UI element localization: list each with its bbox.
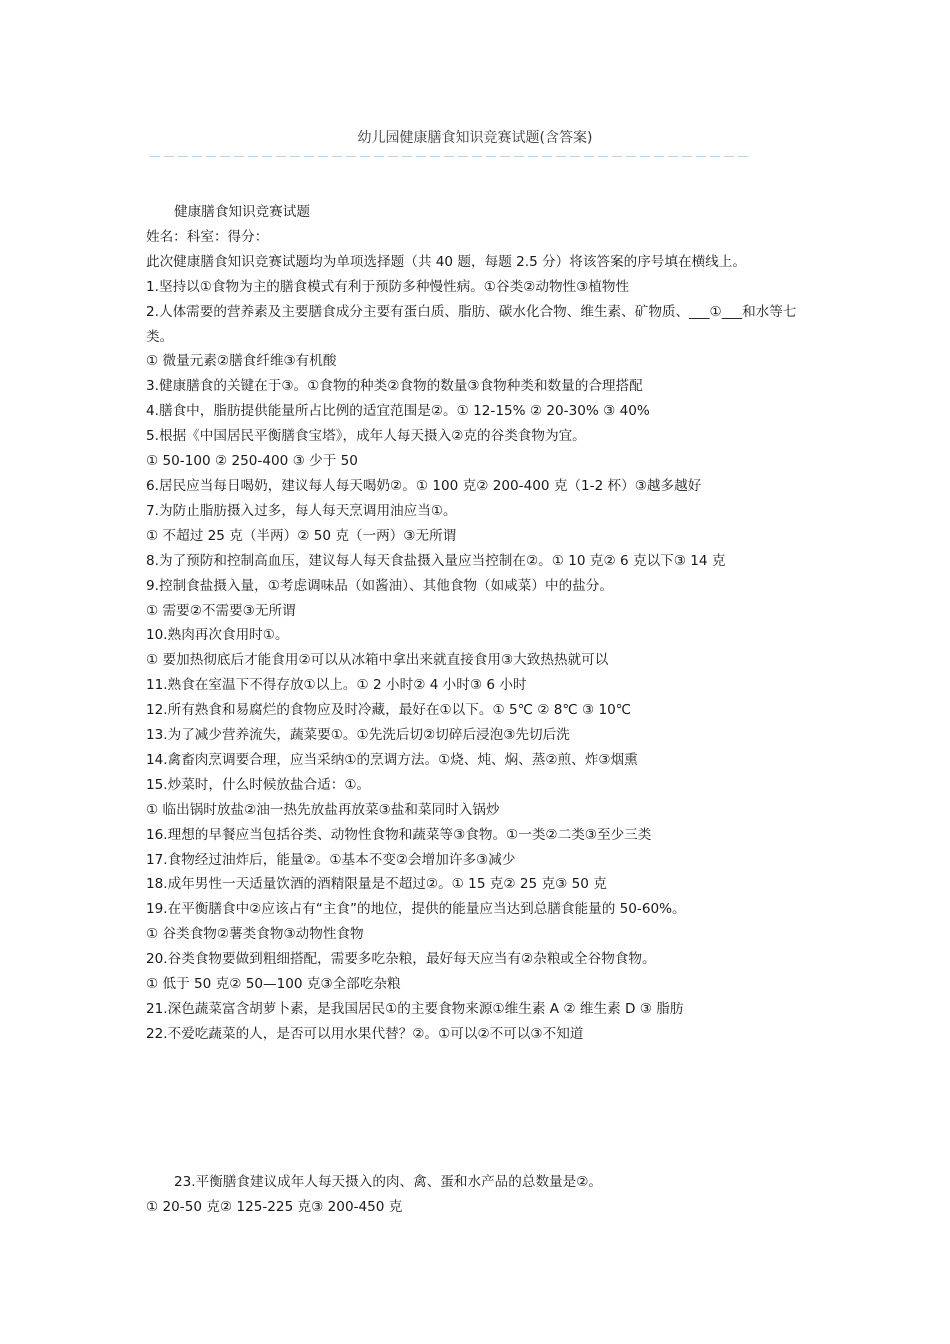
question-line: 1.坚持以①食物为主的膳食模式有利于预防多种慢性病。①谷类②动物性③植物性 xyxy=(146,278,630,295)
question-line: 19.在平衡膳食中②应该占有“主食”的地位，提供的能量应当达到总膳食能量的 50-60%。 xyxy=(146,901,686,918)
quiz-body xyxy=(146,200,811,1047)
question-line: ① 谷类食物②薯类食物③动物性食物 xyxy=(146,926,364,943)
question-line: ① 微量元素②膳食纤维③有机酸 xyxy=(146,353,337,370)
question-line: 13.为了减少营养流失，蔬菜要①。①先洗后切②切碎后浸泡③先切后洗 xyxy=(146,727,570,744)
question-line: ① 低于 50 克② 50—100 克③全部吃杂粮 xyxy=(146,976,401,993)
question-line: 23.平衡膳食建议成年人每天摄入的肉、禽、蛋和水产品的总数量是②。 xyxy=(174,1174,603,1190)
question-line: ① 20-50 克② 125-225 克③ 200-450 克 xyxy=(146,1198,403,1215)
question-line: 3.健康膳食的关键在于③。①食物的种类②食物的数量③食物种类和数量的合理搭配 xyxy=(146,378,643,395)
question-line: 2.人体需要的营养素及主要膳食成分主要有蛋白质、脂肪、碳水化合物、维生素、矿物质、___①___和水等七类。 xyxy=(146,303,797,345)
intro-paragraph: 此次健康膳食知识竞赛试题均为单项选择题（共 40 题，每题 2.5 分）将该答案的序号填在横线上。 xyxy=(146,253,746,270)
question-line: 7.为防止脂肪摄入过多，每人每天烹调用油应当①。 xyxy=(146,502,457,519)
question-line: ① 50-100 ② 250-400 ③ 少于 50 xyxy=(146,453,358,470)
question-line: ① 不超过 25 克（半两）② 50 克（一两）③无所谓 xyxy=(146,527,457,544)
question-line: ① 临出锅时放盐②油一热先放盐再放菜③盐和菜同时入锅炒 xyxy=(146,801,500,818)
question-line: 4.膳食中，脂肪提供能量所占比例的适宜范围是②。① 12-15% ② 20-30% ③ 40% xyxy=(146,403,650,420)
question-line: ① 要加热彻底后才能食用②可以从冰箱中拿出来就直接食用③大致热热就可以 xyxy=(146,652,609,669)
question-line: ① 需要②不需要③无所谓 xyxy=(146,602,296,619)
quiz-body-continued xyxy=(146,1170,811,1220)
question-line: 9.控制食盐摄入量，①考虑调味品（如酱油）、其他食物（如咸菜）中的盐分。 xyxy=(146,577,613,594)
question-line: 21.深色蔬菜富含胡萝卜素，是我国居民①的主要食物来源①维生素 A ② 维生素 D ③ 脂肪 xyxy=(146,1001,684,1017)
question-line: 5.根据《中国居民平衡膳食宝塔》，成年人每天摄入②克的谷类食物为宜。 xyxy=(146,428,586,445)
question-line: 15.炒菜时，什么时候放盐合适：①。 xyxy=(146,776,371,793)
question-line: 16.理想的早餐应当包括谷类、动物性食物和蔬菜等③食物。①一类②二类③至少三类 xyxy=(146,826,652,843)
question-line: 6.居民应当每日喝奶，建议每人每天喝奶②。① 100 克② 200-400 克（1-2 杯）③越多越好 xyxy=(146,477,702,494)
question-line: 10.熟肉再次食用时①。 xyxy=(146,627,289,644)
question-line: 17.食物经过油炸后，能量②。①基本不变②会增加许多③减少 xyxy=(146,851,516,868)
question-line: 8.为了预防和控制高血压，建议每人每天食盐摄入量应当控制在②。① 10 克② 6 克以下③ 14 克 xyxy=(146,552,726,569)
question-line: 11.熟食在室温下不得存放①以上。① 2 小时② 4 小时③ 6 小时 xyxy=(146,677,527,694)
question-line: 14.禽畜肉烹调要合理，应当采纳①的烹调方法。①烧、炖、焖、蒸②煎、炸③烟熏 xyxy=(146,751,638,768)
question-line: 18.成年男性一天适量饮酒的酒精限量是不超过②。① 15 克② 25 克③ 50 克 xyxy=(146,876,607,893)
document-title: 幼儿园健康膳食知识竞赛试题(含答案) xyxy=(357,130,593,146)
question-line: 20.谷类食物要做到粗细搭配，需要多吃杂粮，最好每天应当有②杂粮或全谷物食物。 xyxy=(146,951,656,968)
question-line: 22.不爱吃蔬菜的人，是否可以用水果代替？②。①可以②不可以③不知道 xyxy=(146,1025,584,1042)
question-line: 12.所有熟食和易腐烂的食物应及时冷藏，最好在①以下。① 5℃ ② 8℃ ③ 10℃ xyxy=(146,702,632,719)
info-line: 姓名：科室：得分： xyxy=(146,228,269,245)
section-title: 健康膳食知识竞赛试题 xyxy=(174,204,310,220)
title-divider: －－－－－－－－－－－－－－－－－－－－－－－－－－－－－－－－－－－－－－－－－－－ xyxy=(148,150,750,166)
